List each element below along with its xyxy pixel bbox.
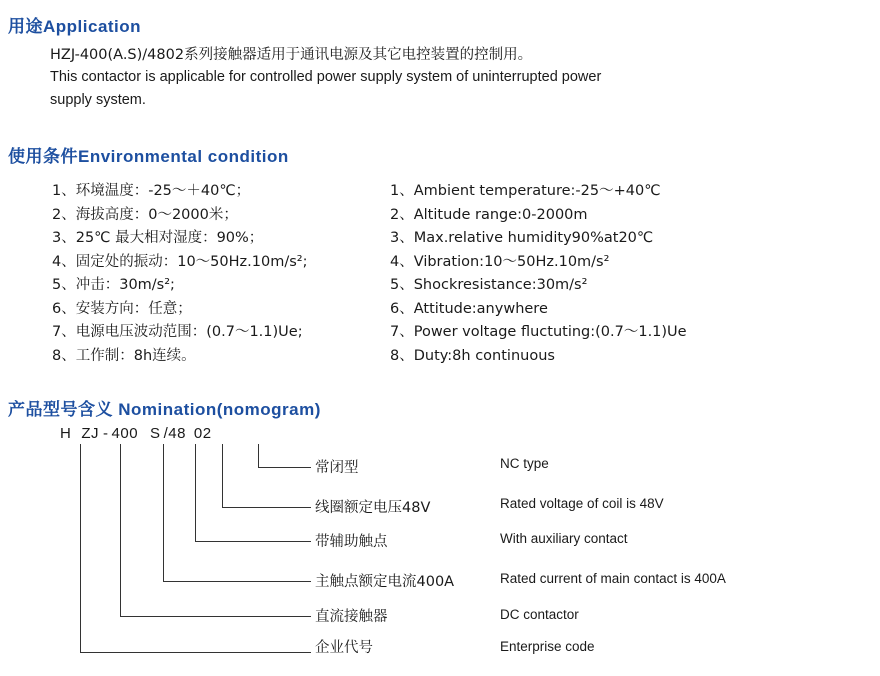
application-line-cn: HZJ-400(A.S)/4802系列接触器适用于通讯电源及其它电控装置的控制用。 [50, 47, 533, 63]
environment-item-en: 1、Ambient temperature:-25～+40℃ [390, 183, 661, 199]
application-heading [8, 12, 141, 37]
application-paragraph [50, 44, 810, 111]
legend-label-en-nc: NC type [500, 456, 549, 471]
environment-item-cn: 4、固定处的振动：10～50Hz.10m/s²; [52, 253, 308, 270]
legend-label-cn-coil-voltage: 线圈额定电压48V [315, 500, 431, 516]
environment-list-cn [52, 180, 307, 368]
environment-item-en: 4、Vibration:10～50Hz.10m/s² [390, 253, 610, 270]
environment-item-en: 2、Altitude range:0-2000m [390, 206, 588, 223]
legend-label-en-enterprise-code: Enterprise code [500, 639, 595, 654]
legend-label-en-aux-contact: With auxiliary contact [500, 531, 628, 546]
environment-item-cn: 1、环境温度：-25～＋40℃； [52, 183, 251, 199]
model-code-part-02: 02 [193, 425, 212, 442]
environment-list-en [390, 180, 687, 368]
nomination-heading-cn: 产品型号含义 [8, 400, 113, 420]
legend-label-en-coil-voltage: Rated voltage of coil is 48V [500, 496, 664, 511]
application-line-en-2: supply system. [50, 91, 146, 108]
environment-heading [8, 142, 289, 167]
environment-item-en: 5、Shockresistance:30m/s² [390, 277, 588, 293]
legend-label-cn-nc: 常闭型 [315, 460, 359, 476]
environment-item-cn: 5、冲击：30m/s²; [52, 277, 175, 293]
environment-heading-en: Environmental condition [78, 147, 289, 166]
model-code-part-48: /48 [163, 425, 186, 442]
legend-label-cn-enterprise-code: 企业代号 [315, 640, 373, 656]
model-code-part-400: 400 [111, 425, 139, 442]
model-code-part-s: S [150, 425, 161, 442]
nomination-heading [8, 395, 321, 420]
legend-label-cn-dc-contactor: 直流接触器 [315, 609, 388, 625]
nomination-heading-en: Nomination(nomogram) [118, 400, 321, 419]
environment-item-cn: 2、海拔高度：0～2000米； [52, 206, 238, 223]
legend-label-en-dc-contactor: DC contactor [500, 607, 579, 622]
environment-item-en: 7、Power voltage fluctuting:(0.7～1.1)Ue [390, 324, 687, 340]
environment-item-en: 6、Attitude:anywhere [390, 300, 548, 317]
environment-item-en: 8、Duty:8h continuous [390, 347, 555, 364]
environment-item-cn: 6、安装方向：任意； [52, 300, 192, 317]
environment-item-en: 3、Max.relative humidity90%at20℃ [390, 230, 654, 246]
environment-item-cn: 7、电源电压波动范围：(0.7～1.1)Ue; [52, 324, 303, 340]
model-code-part-dash: - [103, 425, 109, 442]
legend-label-en-main-current: Rated current of main contact is 400A [500, 571, 726, 586]
legend-label-cn-main-current: 主触点额定电流400A [315, 574, 455, 590]
application-heading-en: Application [43, 17, 142, 36]
environment-item-cn: 3、25℃ 最大相对湿度：90%； [52, 230, 264, 246]
model-code-row [60, 425, 212, 442]
application-line-en-1: This contactor is applicable for controlled power supply system of uninterrupted power [50, 69, 602, 86]
legend-label-cn-aux-contact: 带辅助触点 [315, 534, 388, 550]
leader-line-enterprise-code [80, 444, 311, 653]
model-code-part-zj: ZJ [81, 425, 100, 442]
environment-heading-cn: 使用条件 [8, 147, 78, 167]
environment-item-cn: 8、工作制：8h连续。 [52, 347, 196, 364]
model-code-part-h: H [60, 425, 72, 442]
application-heading-cn: 用途 [8, 17, 43, 37]
